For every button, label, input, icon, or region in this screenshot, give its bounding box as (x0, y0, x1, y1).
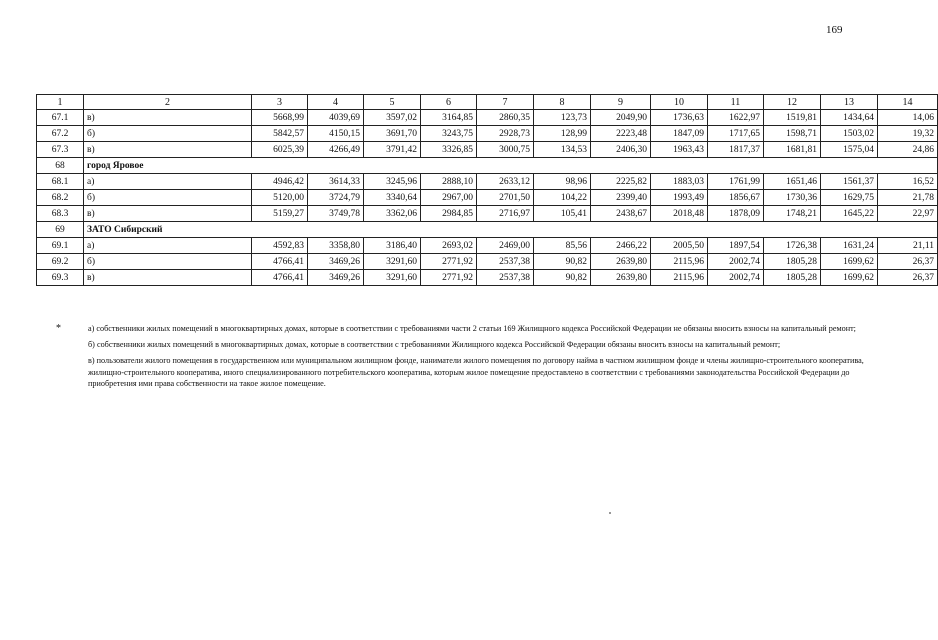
column-number-cell: 4 (308, 95, 364, 110)
table-row (37, 142, 938, 158)
value-cell: 2002,74 (708, 270, 764, 286)
row-code-cell: 68 (37, 158, 84, 174)
region-name-cell: ЗАТО Сибирский (84, 222, 938, 238)
category-label-cell: б) (84, 126, 252, 142)
row-code-cell: 67.1 (37, 110, 84, 126)
value-cell: 1883,03 (651, 174, 708, 190)
row-code-cell: 69.1 (37, 238, 84, 254)
category-label-cell: а) (84, 174, 252, 190)
column-number-cell: 14 (878, 95, 938, 110)
value-cell: 3791,42 (364, 142, 421, 158)
value-cell: 2633,12 (477, 174, 534, 190)
table-row (37, 126, 938, 142)
value-cell: 98,96 (534, 174, 591, 190)
value-cell: 2002,74 (708, 254, 764, 270)
column-number-cell: 1 (37, 95, 84, 110)
value-cell: 1434,64 (821, 110, 878, 126)
value-cell: 1897,54 (708, 238, 764, 254)
column-number-cell: 10 (651, 95, 708, 110)
value-cell: 4946,42 (252, 174, 308, 190)
value-cell: 1726,38 (764, 238, 821, 254)
category-label-cell: в) (84, 142, 252, 158)
value-cell: 1622,97 (708, 110, 764, 126)
value-cell: 2469,00 (477, 238, 534, 254)
value-cell: 1748,21 (764, 206, 821, 222)
value-cell: 3597,02 (364, 110, 421, 126)
value-cell: 5159,27 (252, 206, 308, 222)
value-cell: 1575,04 (821, 142, 878, 158)
value-cell: 3291,60 (364, 270, 421, 286)
value-cell: 4039,69 (308, 110, 364, 126)
value-cell: 1681,81 (764, 142, 821, 158)
column-number-cell: 9 (591, 95, 651, 110)
value-cell: 2928,73 (477, 126, 534, 142)
row-code-cell: 68.3 (37, 206, 84, 222)
value-cell: 2223,48 (591, 126, 651, 142)
value-cell: 90,82 (534, 270, 591, 286)
value-cell: 1761,99 (708, 174, 764, 190)
value-cell: 3245,96 (364, 174, 421, 190)
value-cell: 2537,38 (477, 254, 534, 270)
value-cell: 2537,38 (477, 270, 534, 286)
value-cell: 3691,70 (364, 126, 421, 142)
column-number-cell: 8 (534, 95, 591, 110)
value-cell: 1878,09 (708, 206, 764, 222)
column-number-cell: 6 (421, 95, 477, 110)
value-cell: 4766,41 (252, 270, 308, 286)
scan-speck (609, 512, 611, 514)
tariff-table (36, 94, 938, 286)
value-cell: 26,37 (878, 254, 938, 270)
value-cell: 1598,71 (764, 126, 821, 142)
value-cell: 1631,24 (821, 238, 878, 254)
row-code-cell: 69 (37, 222, 84, 238)
value-cell: 1651,46 (764, 174, 821, 190)
value-cell: 2438,67 (591, 206, 651, 222)
value-cell: 90,82 (534, 254, 591, 270)
value-cell: 3362,06 (364, 206, 421, 222)
footnote-c: в) пользователи жилого помещения в государственном или муниципальном жилищном фонде, наниматели жилого помещения по договору найма в частном жилищном фонде и члены жилищно-строительного кооператива, жилищно-строительного кооператива, иного специализированного потребительского кооператива, которым жилое помещение предоставлено в соответствии с требованиями законодательства Российской Федерации до приобретения ими права собственности на такое жилое помещение. (88, 356, 864, 388)
value-cell: 1736,63 (651, 110, 708, 126)
value-cell: 24,86 (878, 142, 938, 158)
value-cell: 3243,75 (421, 126, 477, 142)
value-cell: 2115,96 (651, 254, 708, 270)
value-cell: 134,53 (534, 142, 591, 158)
region-row (37, 158, 938, 174)
value-cell: 14,06 (878, 110, 938, 126)
value-cell: 22,97 (878, 206, 938, 222)
value-cell: 26,37 (878, 270, 938, 286)
value-cell: 128,99 (534, 126, 591, 142)
value-cell: 2888,10 (421, 174, 477, 190)
category-label-cell: б) (84, 254, 252, 270)
column-number-cell: 12 (764, 95, 821, 110)
value-cell: 1805,28 (764, 254, 821, 270)
value-cell: 1519,81 (764, 110, 821, 126)
value-cell: 1993,49 (651, 190, 708, 206)
value-cell: 2639,80 (591, 270, 651, 286)
value-cell: 4150,15 (308, 126, 364, 142)
value-cell: 21,78 (878, 190, 938, 206)
category-label-cell: в) (84, 206, 252, 222)
value-cell: 1963,43 (651, 142, 708, 158)
value-cell: 1805,28 (764, 270, 821, 286)
value-cell: 1629,75 (821, 190, 878, 206)
row-code-cell: 68.2 (37, 190, 84, 206)
value-cell: 2115,96 (651, 270, 708, 286)
value-cell: 2466,22 (591, 238, 651, 254)
category-label-cell: б) (84, 190, 252, 206)
table-row (37, 238, 938, 254)
value-cell: 2771,92 (421, 254, 477, 270)
value-cell: 2018,48 (651, 206, 708, 222)
value-cell: 5842,57 (252, 126, 308, 142)
value-cell: 1699,62 (821, 254, 878, 270)
row-code-cell: 69.2 (37, 254, 84, 270)
category-label-cell: в) (84, 270, 252, 286)
value-cell: 3340,64 (364, 190, 421, 206)
table-header-row (37, 95, 938, 110)
value-cell: 1847,09 (651, 126, 708, 142)
column-number-cell: 7 (477, 95, 534, 110)
value-cell: 2406,30 (591, 142, 651, 158)
row-code-cell: 67.3 (37, 142, 84, 158)
value-cell: 1503,02 (821, 126, 878, 142)
value-cell: 2771,92 (421, 270, 477, 286)
value-cell: 3164,85 (421, 110, 477, 126)
value-cell: 4592,83 (252, 238, 308, 254)
value-cell: 85,56 (534, 238, 591, 254)
value-cell: 123,73 (534, 110, 591, 126)
value-cell: 3724,79 (308, 190, 364, 206)
value-cell: 1717,65 (708, 126, 764, 142)
row-code-cell: 68.1 (37, 174, 84, 190)
table-row (37, 206, 938, 222)
value-cell: 1561,37 (821, 174, 878, 190)
region-name-cell: город Яровое (84, 158, 938, 174)
value-cell: 2005,50 (651, 238, 708, 254)
row-code-cell: 69.3 (37, 270, 84, 286)
value-cell: 1645,22 (821, 206, 878, 222)
value-cell: 2716,97 (477, 206, 534, 222)
value-cell: 1730,36 (764, 190, 821, 206)
value-cell: 3469,26 (308, 254, 364, 270)
table-row (37, 190, 938, 206)
column-number-cell: 5 (364, 95, 421, 110)
footnotes (56, 323, 884, 394)
row-code-cell: 67.2 (37, 126, 84, 142)
value-cell: 2860,35 (477, 110, 534, 126)
value-cell: 2701,50 (477, 190, 534, 206)
value-cell: 6025,39 (252, 142, 308, 158)
value-cell: 4766,41 (252, 254, 308, 270)
column-number-cell: 13 (821, 95, 878, 110)
page-number: 169 (826, 24, 843, 36)
value-cell: 1817,37 (708, 142, 764, 158)
value-cell: 3469,26 (308, 270, 364, 286)
value-cell: 105,41 (534, 206, 591, 222)
value-cell: 3186,40 (364, 238, 421, 254)
value-cell: 3326,85 (421, 142, 477, 158)
table-row (37, 110, 938, 126)
value-cell: 5668,99 (252, 110, 308, 126)
value-cell: 2984,85 (421, 206, 477, 222)
table-row (37, 270, 938, 286)
footnote-marker: * (56, 323, 61, 334)
footnote-b: б) собственники жилых помещений в многоквартирных домах, которые в соответствии с требованиями Жилищного кодекса Российской Федерации обязаны вносить взносы на капитальный ремонт; (88, 340, 781, 350)
column-number-cell: 11 (708, 95, 764, 110)
table-row (37, 174, 938, 190)
value-cell: 1699,62 (821, 270, 878, 286)
value-cell: 19,32 (878, 126, 938, 142)
value-cell: 2399,40 (591, 190, 651, 206)
region-row (37, 222, 938, 238)
footnote-a: а) собственники жилых помещений в многоквартирных домах, которые в соответствии с требованиями части 2 статьи 169 Жилищного кодекса Российской Федерации не обязаны вносить взносы на капитальный ремонт; (88, 324, 856, 333)
value-cell: 3614,33 (308, 174, 364, 190)
category-label-cell: а) (84, 238, 252, 254)
column-number-cell: 3 (252, 95, 308, 110)
value-cell: 21,11 (878, 238, 938, 254)
column-number-cell: 2 (84, 95, 252, 110)
table-row (37, 254, 938, 270)
value-cell: 2225,82 (591, 174, 651, 190)
value-cell: 104,22 (534, 190, 591, 206)
value-cell: 2967,00 (421, 190, 477, 206)
value-cell: 3749,78 (308, 206, 364, 222)
value-cell: 16,52 (878, 174, 938, 190)
value-cell: 3000,75 (477, 142, 534, 158)
value-cell: 1856,67 (708, 190, 764, 206)
value-cell: 3358,80 (308, 238, 364, 254)
value-cell: 2049,90 (591, 110, 651, 126)
category-label-cell: в) (84, 110, 252, 126)
value-cell: 2693,02 (421, 238, 477, 254)
value-cell: 4266,49 (308, 142, 364, 158)
value-cell: 2639,80 (591, 254, 651, 270)
value-cell: 3291,60 (364, 254, 421, 270)
value-cell: 5120,00 (252, 190, 308, 206)
